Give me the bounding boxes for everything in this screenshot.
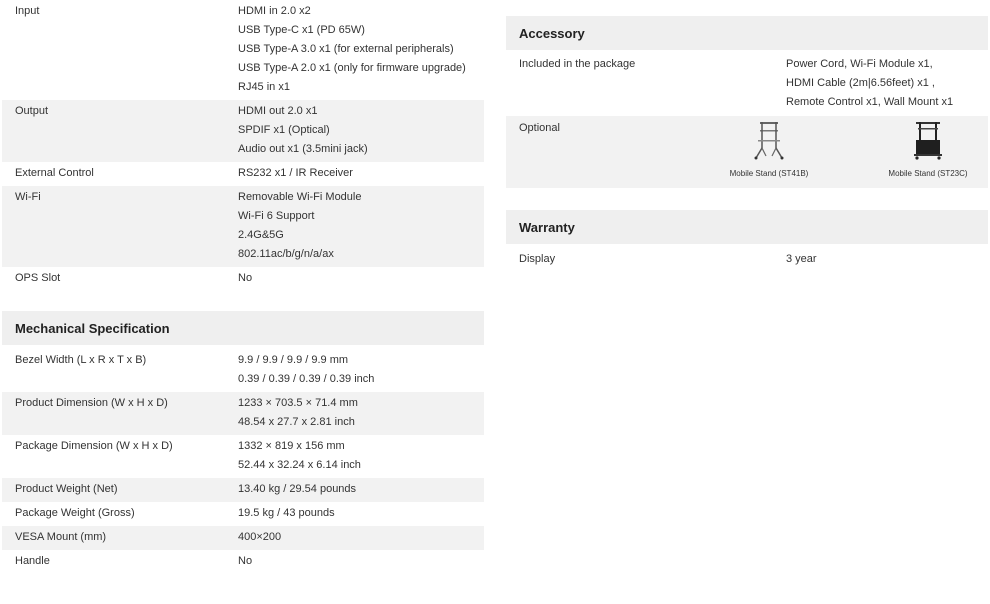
spec-values [238,552,484,571]
spec-values [238,2,484,97]
included-value: Remote Control x1, Wall Mount x1 [786,96,954,108]
spec-row [2,0,484,100]
spec-row [2,100,484,162]
spec-values [238,351,484,389]
optional-label: Optional [519,122,560,134]
spec-label: VESA Mount (mm) [15,531,107,543]
stand-st41b [709,120,829,178]
spec-values [238,480,484,499]
spec-value: 1233 × 703.5 × 71.4 mm [238,397,358,409]
spec-label: Display [519,253,556,265]
spec-label: Wi-Fi [15,191,41,203]
optional-row [506,116,988,188]
optional-stands [729,116,988,188]
spec-label: Package Dimension (W x H x D) [15,440,173,452]
included-value: Power Cord, Wi-Fi Module x1, [786,58,933,70]
spec-value: 3 year [786,253,817,265]
spec-row [2,478,484,502]
spec-value: 802.11ac/b/g/n/a/ax [238,248,334,260]
spec-value: No [238,272,253,284]
mechanical-table [2,349,484,574]
spec-value: 1332 × 819 x 156 mm [238,440,345,452]
spec-label: Bezel Width (L x R x T x B) [15,354,147,366]
left-column [2,0,484,574]
spec-value: 19.5 kg / 43 pounds [238,507,335,519]
stand-caption: Mobile Stand (ST23C) [888,169,968,178]
spec-row [2,502,484,526]
spec-values [238,164,484,183]
spec-value: 52.44 x 32.24 x 6.14 inch [238,459,361,471]
stand-caption: Mobile Stand (ST41B) [729,169,809,178]
spec-row [2,186,484,267]
spec-value: Audio out x1 (3.5mini jack) [238,143,368,155]
mobile-stand-st23c-icon [911,120,945,160]
spec-value: USB Type-A 3.0 x1 (for external peripherals) [238,43,454,55]
spec-label: OPS Slot [15,272,61,284]
spec-row [2,392,484,435]
spec-value: 48.54 x 27.7 x 2.81 inch [238,416,355,428]
right-column [506,16,988,272]
spec-label: Package Weight (Gross) [15,507,135,519]
spec-value: Removable Wi-Fi Module [238,191,362,203]
spec-values [786,250,988,269]
spec-value: Wi-Fi 6 Support [238,210,315,222]
spec-label: Input [15,5,40,17]
spec-values [238,437,484,475]
spec-value: USB Type-A 2.0 x1 (only for firmware upgrade) [238,62,466,74]
spec-value: 0.39 / 0.39 / 0.39 / 0.39 inch [238,373,375,385]
spec-values [238,528,484,547]
spec-value: SPDIF x1 (Optical) [238,124,330,136]
spec-row [506,248,988,272]
spec-values [238,504,484,523]
spec-value: HDMI in 2.0 x2 [238,5,311,17]
spec-label: Product Dimension (W x H x D) [15,397,168,409]
spec-row [2,267,484,291]
spec-row [2,349,484,392]
spec-value: RS232 x1 / IR Receiver [238,167,353,179]
spec-row [2,435,484,478]
spec-values [238,102,484,159]
spec-label: Product Weight (Net) [15,483,118,495]
spec-value: 9.9 / 9.9 / 9.9 / 9.9 mm [238,354,349,366]
mobile-stand-st41b-icon [752,120,786,160]
spec-row [2,162,484,186]
spec-value: USB Type-C x1 (PD 65W) [238,24,365,36]
warranty-table [506,244,988,272]
connectivity-table [2,0,484,291]
included-row [506,50,988,116]
spec-row [2,526,484,550]
spec-value: No [238,555,253,567]
accessory-section-title: Accessory [506,16,988,50]
spec-label: External Control [15,167,94,179]
spec-values [238,188,484,264]
warranty-section-title: Warranty [506,210,988,244]
spec-value: 2.4G&5G [238,229,284,241]
spec-row [2,550,484,574]
mechanical-section-title: Mechanical Specification [2,311,484,345]
included-value: HDMI Cable (2m|6.56feet) x1 , [786,77,935,89]
spec-value: HDMI out 2.0 x1 [238,105,318,117]
spec-values [238,394,484,432]
stand-st23c [868,120,988,178]
included-values [786,55,988,112]
spec-values [238,269,484,288]
spec-label: Output [15,105,49,117]
included-label: Included in the package [519,58,636,70]
spec-value: 400×200 [238,531,282,543]
spec-value: 13.40 kg / 29.54 pounds [238,483,357,495]
spec-label: Handle [15,555,50,567]
spec-value: RJ45 in x1 [238,81,290,93]
